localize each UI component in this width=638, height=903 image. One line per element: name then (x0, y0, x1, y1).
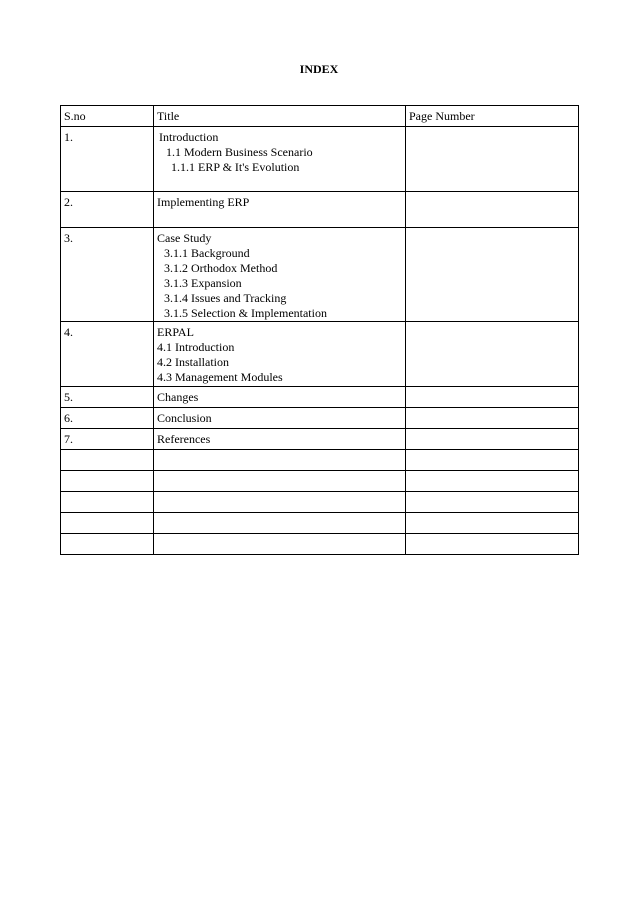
row-title-line: 4.1 Introduction (157, 340, 235, 354)
row-page-number (406, 408, 579, 429)
header-sno: S.no (61, 106, 154, 127)
row-page-number (406, 387, 579, 408)
empty-row (61, 534, 579, 555)
row-title-line: 3.1.2 Orthodox Method (164, 261, 278, 275)
empty-row (61, 492, 579, 513)
table-row (61, 429, 579, 450)
empty-cell (406, 450, 579, 471)
row-page-number (406, 322, 579, 387)
row-title-line: Case Study (157, 231, 212, 245)
empty-cell (154, 534, 406, 555)
empty-row (61, 450, 579, 471)
header-title: Title (154, 106, 406, 127)
row-title (154, 408, 406, 429)
row-page-number (406, 127, 579, 192)
empty-row (61, 471, 579, 492)
table-row (61, 387, 579, 408)
row-title-line: 3.1.4 Issues and Tracking (164, 291, 287, 305)
row-title-line: 4.2 Installation (157, 355, 229, 369)
row-title (154, 192, 406, 228)
row-title-line: Introduction (159, 130, 219, 144)
row-title-line: 3.1.5 Selection & Implementation (164, 306, 327, 320)
row-page-number (406, 429, 579, 450)
row-sno: 7. (61, 429, 154, 450)
empty-cell (154, 492, 406, 513)
empty-cell (61, 450, 154, 471)
row-title-line: Conclusion (157, 411, 212, 425)
table-row (61, 322, 579, 387)
table-row (61, 127, 579, 192)
empty-cell (154, 513, 406, 534)
index-table (60, 105, 579, 555)
row-sno: 2. (61, 192, 154, 228)
empty-cell (61, 492, 154, 513)
header-row (61, 106, 579, 127)
page-title: INDEX (299, 62, 339, 76)
row-title-line: 1.1 Modern Business Scenario (166, 145, 313, 159)
row-sno: 4. (61, 322, 154, 387)
empty-row (61, 513, 579, 534)
empty-cell (61, 534, 154, 555)
empty-cell (154, 450, 406, 471)
empty-cell (406, 534, 579, 555)
row-title-line: 3.1.1 Background (164, 246, 250, 260)
row-page-number (406, 228, 579, 322)
row-sno: 6. (61, 408, 154, 429)
row-title (154, 387, 406, 408)
empty-cell (61, 471, 154, 492)
row-title (154, 228, 406, 322)
row-title-line: 3.1.3 Expansion (164, 276, 242, 290)
empty-cell (61, 513, 154, 534)
empty-cell (406, 513, 579, 534)
table-row (61, 408, 579, 429)
empty-cell (406, 492, 579, 513)
row-title-line: 1.1.1 ERP & It's Evolution (171, 160, 300, 174)
row-title (154, 127, 406, 192)
row-page-number (406, 192, 579, 228)
header-page-number: Page Number (406, 106, 579, 127)
table-row (61, 192, 579, 228)
row-title-line: 4.3 Management Modules (157, 370, 283, 384)
row-title-line: ERPAL (157, 325, 194, 339)
row-title (154, 429, 406, 450)
empty-cell (154, 471, 406, 492)
table-row (61, 228, 579, 322)
row-title-line: References (157, 432, 211, 446)
row-sno: 5. (61, 387, 154, 408)
row-sno: 1. (61, 127, 154, 192)
row-sno: 3. (61, 228, 154, 322)
empty-cell (406, 471, 579, 492)
row-title-line: Implementing ERP (157, 195, 250, 209)
row-title-line: Changes (157, 390, 199, 404)
row-title (154, 322, 406, 387)
